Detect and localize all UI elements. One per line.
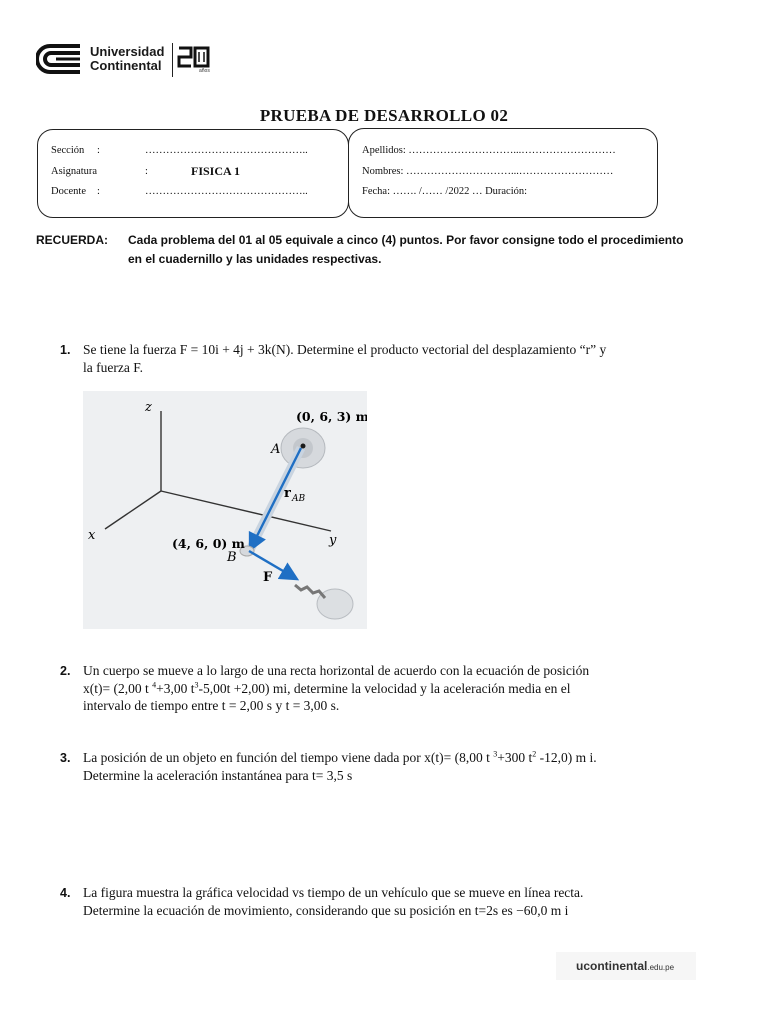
point-a-dot bbox=[301, 444, 306, 449]
label-a: A bbox=[271, 442, 281, 457]
q2-l2-a: x(t)= (2,00 t bbox=[83, 680, 153, 696]
recuerda-label: RECUERDA: bbox=[36, 233, 108, 247]
q2-text bbox=[83, 662, 695, 715]
uc-logo-icon bbox=[36, 42, 84, 76]
q2-line1: Un cuerpo se mueve a lo largo de una recta horizontal de acuerdo con la ecuación de posición bbox=[83, 663, 590, 678]
label-r-sub: AB bbox=[292, 494, 306, 504]
brand-line1: Universidad bbox=[90, 44, 165, 59]
label-x: x bbox=[88, 528, 96, 543]
docente-field[interactable]: ……………………………………….. bbox=[145, 186, 308, 197]
recuerda-line1: Cada problema del 01 al 05 equivale a cinco (4) puntos. Por favor consigne todo el procedimiento bbox=[128, 233, 684, 247]
label-b: B bbox=[227, 550, 237, 565]
q4-line2: Determine la ecuación de movimiento, considerando que su posición en t=2s es −60,0 m i bbox=[83, 902, 569, 918]
q2-exp2: 3 bbox=[194, 680, 199, 689]
anniversary-20-icon bbox=[177, 45, 211, 69]
footer-brand bbox=[556, 952, 696, 980]
brand-line2: Continental bbox=[90, 58, 162, 73]
label-coord-a: (0, 6, 3) m bbox=[296, 409, 367, 424]
apellidos-field[interactable]: Apellidos: …………………………...……………………… bbox=[362, 145, 616, 156]
q4-text bbox=[83, 884, 695, 919]
nombres-field[interactable]: Nombres: …………………………...……………………… bbox=[362, 166, 614, 177]
q4-number: 4. bbox=[60, 886, 71, 900]
q3-l1-a: La posición de un objeto en función del tiempo viene dada por x(t)= (8,00 t bbox=[83, 750, 494, 765]
footer-domain: .edu.pe bbox=[647, 963, 675, 972]
q3-number: 3. bbox=[60, 751, 71, 765]
q3-text bbox=[83, 749, 695, 784]
docente-label: Docente bbox=[51, 186, 86, 197]
q2-l2-b: +3,00 t bbox=[156, 680, 195, 696]
docente-colon: : bbox=[97, 186, 100, 197]
q1-line2: la fuerza F. bbox=[83, 359, 144, 375]
label-z: z bbox=[145, 400, 152, 415]
label-coord-b: (4, 6, 0) m bbox=[172, 536, 245, 551]
logo-divider bbox=[172, 43, 173, 77]
q3-exp1: 3 bbox=[493, 749, 498, 759]
seccion-field[interactable]: ……………………………………….. bbox=[145, 145, 308, 156]
vector-diagram bbox=[83, 391, 367, 629]
q4-line1: La figura muestra la gráfica velocidad vs tiempo de un vehículo que se mueve en línea recta. bbox=[83, 885, 584, 900]
label-f: F bbox=[263, 570, 273, 585]
label-y: y bbox=[329, 533, 337, 548]
vector-figure bbox=[83, 391, 367, 629]
q1-number: 1. bbox=[60, 343, 71, 357]
asignatura-value: FISICA 1 bbox=[191, 164, 241, 178]
q2-line2 bbox=[83, 680, 695, 698]
label-r: r bbox=[284, 486, 291, 501]
university-logo bbox=[36, 42, 216, 78]
page-title: PRUEBA DE DESARROLLO 02 bbox=[259, 106, 509, 125]
q2-line3: intervalo de tiempo entre t = 2,00 s y t = 3,00 s. bbox=[83, 698, 340, 713]
q3-exp2: 2 bbox=[532, 749, 537, 759]
x-axis bbox=[105, 491, 161, 529]
q3-line1 bbox=[83, 749, 695, 767]
seccion-label: Sección bbox=[51, 145, 85, 156]
q2-exp1: 4 bbox=[152, 680, 157, 689]
q2-number: 2. bbox=[60, 664, 71, 678]
anniversary-label: años bbox=[199, 68, 210, 74]
footer-brand-text: ucontinental bbox=[576, 959, 648, 973]
q3-line2: Determine la aceleración instantánea para t= 3,5 s bbox=[83, 767, 353, 783]
q3-l1-b: +300 t bbox=[497, 750, 533, 765]
asignatura-label: Asignatura bbox=[51, 166, 98, 177]
footer-brand-name bbox=[576, 959, 674, 973]
q1-line1: Se tiene la fuerza F = 10i + 4j + 3k(N). Determine el producto vectorial del desplazamiento “r” y bbox=[83, 342, 607, 357]
recuerda-text bbox=[128, 231, 698, 269]
y-axis bbox=[161, 491, 331, 531]
seccion-colon: : bbox=[97, 145, 100, 156]
recuerda-line2: en el cuadernillo y las unidades respectivas. bbox=[128, 252, 382, 266]
q2-l2-c: -5,00t +2,00) mi, determine la velocidad y la aceleración media en el bbox=[198, 680, 571, 696]
q1-text bbox=[83, 341, 695, 376]
fecha-field[interactable]: Fecha: ……. /…… /2022 … Duración: bbox=[362, 186, 528, 197]
asignatura-colon: : bbox=[145, 166, 148, 177]
q3-l1-c: -12,0) m i. bbox=[536, 750, 597, 765]
